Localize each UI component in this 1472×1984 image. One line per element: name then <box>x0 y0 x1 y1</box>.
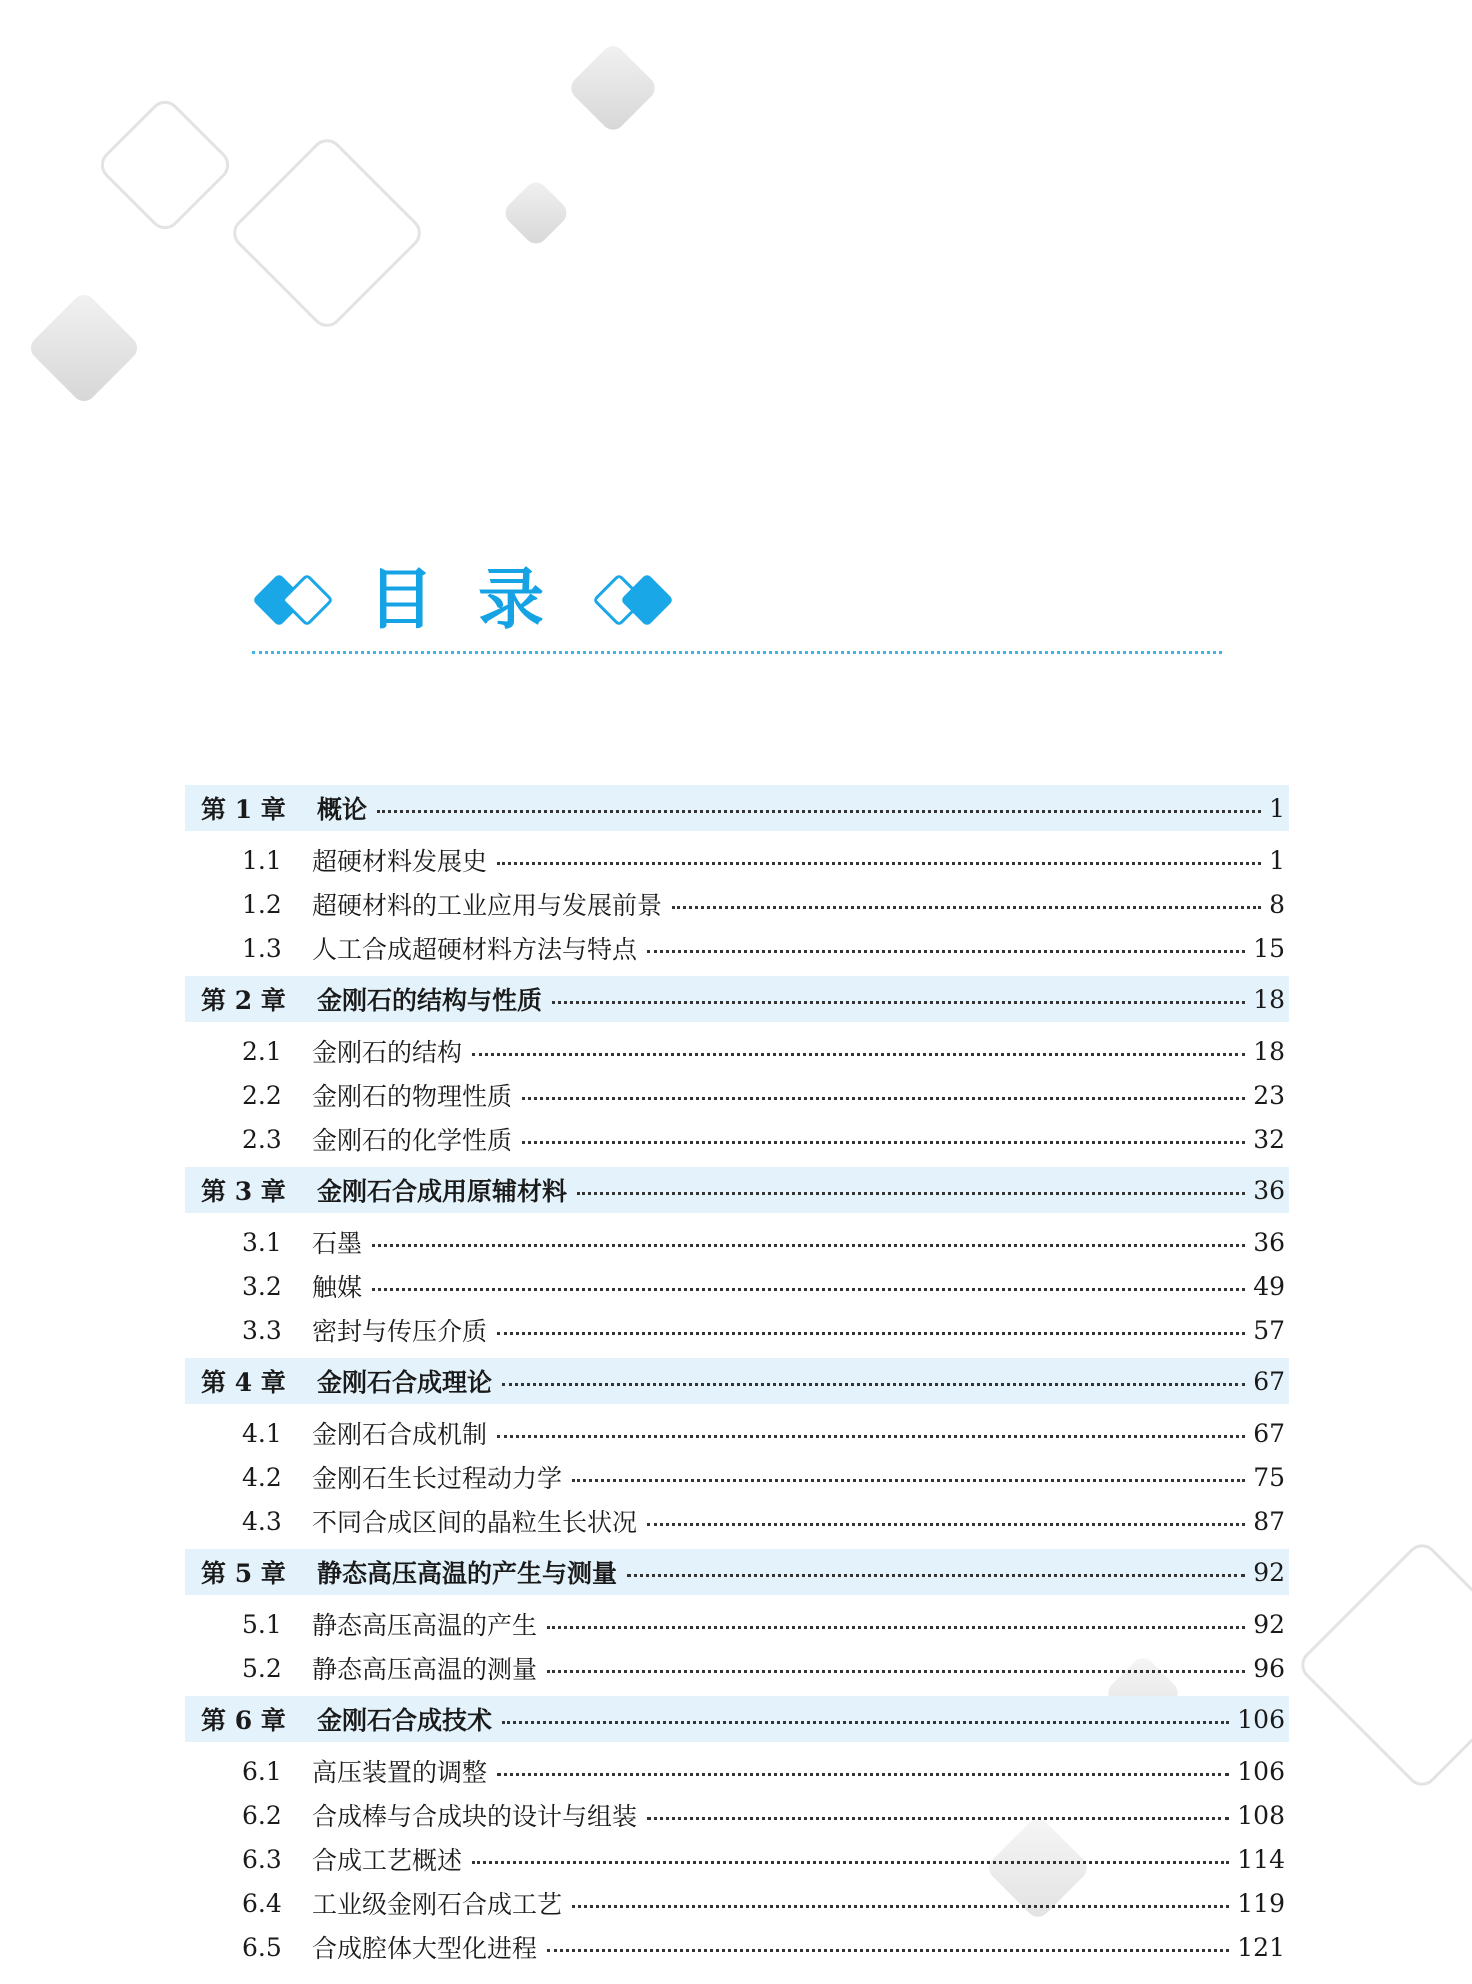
chapter-title: 金刚石的结构与性质 <box>317 986 543 1015</box>
toc-section-row[interactable] <box>185 1455 1289 1499</box>
section-number: 3.1 <box>242 1227 282 1257</box>
dot-leader <box>572 1479 1245 1482</box>
section-title: 静态高压高温的测量 <box>312 1655 538 1684</box>
dot-leader <box>472 1053 1245 1056</box>
dot-leader <box>377 810 1261 813</box>
toc-section-row[interactable] <box>185 1117 1289 1161</box>
page-number: 1 <box>1269 793 1285 823</box>
dot-leader <box>497 862 1261 865</box>
section-title: 工业级金刚石合成工艺 <box>312 1890 563 1919</box>
chapter-title: 概论 <box>317 795 368 824</box>
chapter-title: 金刚石合成用原辅材料 <box>317 1177 568 1206</box>
page-number: 23 <box>1253 1080 1285 1110</box>
section-title: 超硬材料发展史 <box>312 847 488 876</box>
decorative-diamond-outline <box>1295 1538 1472 1793</box>
page-number: 106 <box>1237 1704 1285 1734</box>
page-number: 49 <box>1253 1271 1285 1301</box>
page-number: 18 <box>1253 1036 1285 1066</box>
chapter-number: 第 4 章 <box>201 1368 286 1397</box>
section-number: 2.1 <box>242 1036 282 1066</box>
page-number: 114 <box>1237 1844 1285 1874</box>
section-title: 金刚石合成机制 <box>312 1420 488 1449</box>
right-diamond-ornament-icon <box>590 570 676 630</box>
chapter-title: 金刚石合成技术 <box>317 1706 493 1735</box>
section-number: 6.2 <box>242 1800 282 1830</box>
section-number: 1.2 <box>242 889 282 919</box>
page-number: 92 <box>1253 1557 1285 1587</box>
section-title: 人工合成超硬材料方法与特点 <box>312 935 638 964</box>
toc-section-row[interactable] <box>185 1411 1289 1455</box>
page-number: 87 <box>1253 1506 1285 1536</box>
toc-chapter-row[interactable] <box>185 1549 1289 1595</box>
section-title: 密封与传压介质 <box>312 1317 488 1346</box>
section-title: 金刚石的物理性质 <box>312 1082 513 1111</box>
toc-section-row[interactable] <box>185 1029 1289 1073</box>
dot-leader <box>577 1192 1245 1195</box>
toc-section-row[interactable] <box>185 1925 1289 1969</box>
section-title: 金刚石的结构 <box>312 1038 463 1067</box>
table-of-contents <box>185 785 1289 1969</box>
section-title: 静态高压高温的产生 <box>312 1611 538 1640</box>
section-title: 金刚石生长过程动力学 <box>312 1464 563 1493</box>
dot-leader <box>547 1626 1245 1629</box>
page-number: 106 <box>1237 1756 1285 1786</box>
page-title: 目录 <box>368 561 588 638</box>
toc-chapter-row[interactable] <box>185 976 1289 1022</box>
decorative-diamond-outline <box>94 94 235 235</box>
dot-leader <box>497 1773 1229 1776</box>
page-number: 15 <box>1253 933 1285 963</box>
page-number: 67 <box>1253 1366 1285 1396</box>
section-number: 4.2 <box>242 1462 282 1492</box>
dot-leader <box>372 1244 1245 1247</box>
section-title: 合成棒与合成块的设计与组装 <box>312 1802 638 1831</box>
dot-leader <box>572 1905 1229 1908</box>
dot-leader <box>472 1861 1229 1864</box>
toc-section-row[interactable] <box>185 1646 1289 1690</box>
page-number: 119 <box>1237 1888 1285 1918</box>
decorative-diamond <box>501 178 572 249</box>
toc-chapter-row[interactable] <box>185 785 1289 831</box>
section-number: 2.3 <box>242 1124 282 1154</box>
page-number: 75 <box>1253 1462 1285 1492</box>
section-number: 1.1 <box>242 845 282 875</box>
section-title: 高压装置的调整 <box>312 1758 488 1787</box>
decorative-diamond <box>26 290 142 406</box>
dot-leader <box>522 1141 1245 1144</box>
section-number: 6.4 <box>242 1888 282 1918</box>
section-number: 5.2 <box>242 1653 282 1683</box>
page-number: 57 <box>1253 1315 1285 1345</box>
section-title: 合成工艺概述 <box>312 1846 463 1875</box>
chapter-number: 第 3 章 <box>201 1177 286 1206</box>
page-number: 32 <box>1253 1124 1285 1154</box>
dot-leader <box>547 1949 1229 1952</box>
toc-chapter-row[interactable] <box>185 1167 1289 1213</box>
dot-leader <box>627 1574 1245 1577</box>
page-number: 67 <box>1253 1418 1285 1448</box>
page-number: 8 <box>1269 889 1285 919</box>
toc-section-row[interactable] <box>185 838 1289 882</box>
section-number: 3.3 <box>242 1315 282 1345</box>
page-number: 18 <box>1253 984 1285 1014</box>
toc-section-row[interactable] <box>185 882 1289 926</box>
dot-leader <box>647 1817 1229 1820</box>
section-number: 1.3 <box>242 933 282 963</box>
dot-leader <box>502 1721 1229 1724</box>
page-number: 121 <box>1237 1932 1285 1962</box>
chapter-number: 第 6 章 <box>201 1706 286 1735</box>
chapter-number: 第 2 章 <box>201 986 286 1015</box>
dot-leader <box>647 1523 1245 1526</box>
dot-leader <box>647 950 1245 953</box>
decorative-diamond <box>566 41 659 134</box>
section-number: 6.5 <box>242 1932 282 1962</box>
dot-leader <box>672 906 1261 909</box>
page-number: 96 <box>1253 1653 1285 1683</box>
toc-section-row[interactable] <box>185 1881 1289 1925</box>
dot-leader <box>547 1670 1245 1673</box>
section-title: 不同合成区间的晶粒生长状况 <box>312 1508 638 1537</box>
toc-section-row[interactable] <box>185 1073 1289 1117</box>
toc-section-row[interactable] <box>185 1749 1289 1793</box>
dot-leader <box>502 1383 1245 1386</box>
section-number: 5.1 <box>242 1609 282 1639</box>
dot-leader <box>497 1332 1245 1335</box>
toc-section-row[interactable] <box>185 1793 1289 1837</box>
section-title: 石墨 <box>312 1229 363 1258</box>
toc-section-row[interactable] <box>185 1499 1289 1543</box>
toc-chapter-row[interactable] <box>185 1358 1289 1404</box>
section-title: 超硬材料的工业应用与发展前景 <box>312 891 663 920</box>
toc-section-row[interactable] <box>185 1602 1289 1646</box>
page-number: 36 <box>1253 1175 1285 1205</box>
dot-leader <box>497 1435 1245 1438</box>
left-diamond-ornament-icon <box>250 570 336 630</box>
toc-section-row[interactable] <box>185 1220 1289 1264</box>
section-number: 4.3 <box>242 1506 282 1536</box>
section-number: 3.2 <box>242 1271 282 1301</box>
dot-leader <box>372 1288 1245 1291</box>
section-title: 金刚石的化学性质 <box>312 1126 513 1155</box>
chapter-number: 第 1 章 <box>201 795 286 824</box>
page-number: 108 <box>1237 1800 1285 1830</box>
toc-section-row[interactable] <box>185 1308 1289 1352</box>
section-number: 4.1 <box>242 1418 282 1448</box>
decorative-diamond-outline <box>227 133 428 334</box>
section-number: 6.1 <box>242 1756 282 1786</box>
page-number: 92 <box>1253 1609 1285 1639</box>
toc-chapter-row[interactable] <box>185 1696 1289 1742</box>
heading-divider <box>252 651 1222 654</box>
page-number: 1 <box>1269 845 1285 875</box>
toc-heading <box>250 560 676 640</box>
section-number: 2.2 <box>242 1080 282 1110</box>
chapter-title: 静态高压高温的产生与测量 <box>317 1559 618 1588</box>
toc-section-row[interactable] <box>185 926 1289 970</box>
dot-leader <box>522 1097 1245 1100</box>
toc-section-row[interactable] <box>185 1264 1289 1308</box>
section-title: 触媒 <box>312 1273 363 1302</box>
toc-section-row[interactable] <box>185 1837 1289 1881</box>
section-number: 6.3 <box>242 1844 282 1874</box>
page-number: 36 <box>1253 1227 1285 1257</box>
dot-leader <box>552 1001 1245 1004</box>
chapter-title: 金刚石合成理论 <box>317 1368 493 1397</box>
chapter-number: 第 5 章 <box>201 1559 286 1588</box>
section-title: 合成腔体大型化进程 <box>312 1934 538 1963</box>
